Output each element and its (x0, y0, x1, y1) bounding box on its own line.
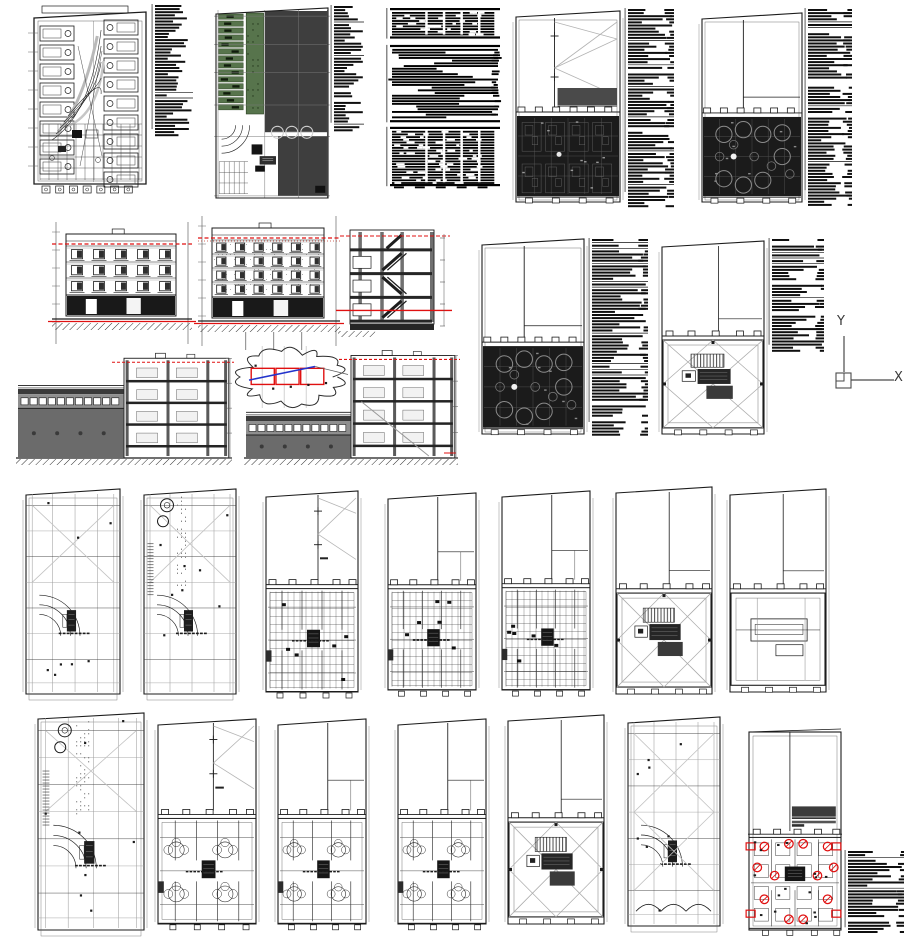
roof-plan-core-3 (504, 712, 608, 930)
structure-plan-2 (140, 486, 240, 700)
specification-tables (390, 8, 500, 188)
ucs-axis-icon (820, 312, 906, 400)
typical-floor-plan-3 (498, 488, 594, 696)
roof-plan-outline (726, 486, 830, 698)
typical-floor-plan-6 (394, 716, 490, 930)
notes-list-1 (155, 4, 193, 140)
front-elevation (52, 220, 192, 348)
typical-floor-plan-1 (262, 488, 362, 698)
long-section-a (16, 350, 232, 468)
structure-plan-3 (34, 710, 148, 936)
ucs-y-label: Y (837, 314, 845, 329)
rear-elevation (198, 214, 340, 350)
typical-floor-plan-2 (384, 490, 480, 696)
roof-plan-core (658, 238, 768, 440)
notes-list-2 (334, 5, 364, 133)
legend-list-2 (808, 8, 852, 206)
long-section-b (244, 352, 458, 468)
floor-plan-dark-1 (512, 8, 624, 208)
legend-list-1 (628, 8, 674, 208)
typical-floor-plan-5 (274, 716, 370, 930)
typical-floor-plan-4 (154, 716, 260, 930)
ucs-origin-box-inner (836, 373, 844, 381)
roof-garden-plan (212, 4, 332, 206)
floor-plan-dark-2 (698, 10, 806, 208)
ventilation-plan-red (744, 724, 846, 938)
roof-plan-core-2 (612, 484, 716, 700)
legend-list-4 (772, 238, 824, 354)
cross-section (340, 218, 446, 350)
floor-plan-wiring (28, 6, 154, 202)
ceiling-plan-dark (478, 236, 588, 440)
ucs-x-label: X (894, 370, 903, 385)
structure-plan-1 (22, 486, 124, 700)
legend-list-3 (592, 238, 648, 438)
legend-list-5 (848, 850, 904, 934)
structure-plan-4 (624, 714, 724, 932)
